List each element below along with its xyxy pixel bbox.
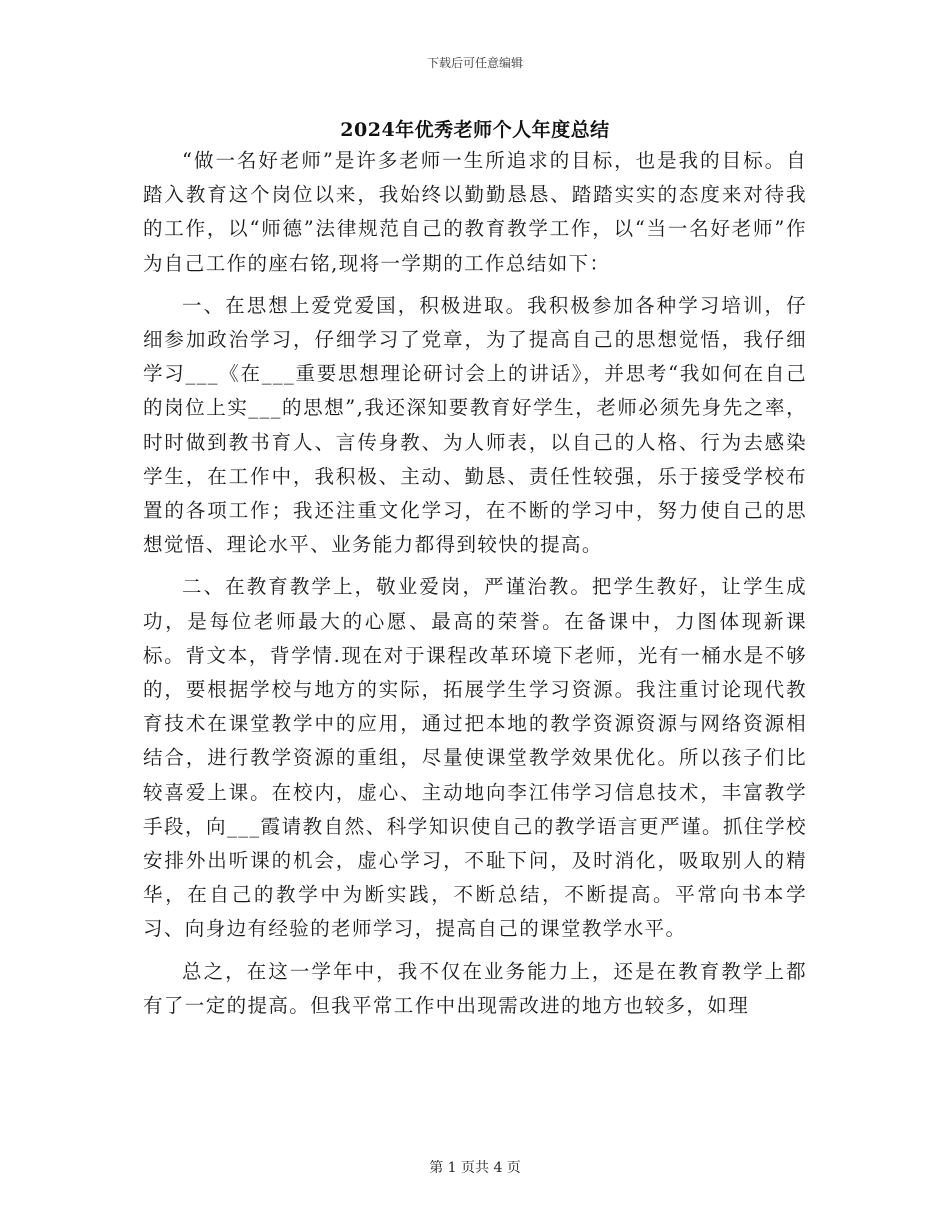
paragraph-section-1: 一、在思想上爱党爱国，积极进取。我积极参加各种学习培训，仔细参加政治学习，仔细学习了党章，为了提高自己的思想觉悟，我仔细学习___《在___重要思想理论研讨会上的讲话》，并思考“我如何在自己的岗位上实___的思想”,我还深知要教育好学生，老师必须先身先之率，时时做到教书育人、言传身教、为人师表，以自己的人格、行为去感染学生，在工作中，我积极、主动、勤恳、责任性较强，乐于接受学校布置的各项工作；我还注重文化学习，在不断的学习中，努力使自己的思想觉悟、理论水平、业务能力都得到较快的提高。: [143, 293, 807, 557]
document-body: [143, 144, 807, 1023]
document-title: 2024年优秀老师个人年度总结: [340, 119, 610, 141]
page-header-note: 下载后可任意编辑: [426, 56, 523, 70]
paragraph-summary: 总之，在这一学年中，我不仅在业务能力上，还是在教育教学上都有了一定的提高。但我平常工作中出现需改进的地方也较多，如理: [143, 959, 807, 1017]
paragraph-section-2: 二、在教育教学上，敬业爱岗，严谨治教。把学生教好，让学生成功，是每位老师最大的心愿、最高的荣誉。在备课中，力图体现新课标。背文本，背学情.现在对于课程改革环境下老师，光有一桶水是不够的，要根据学校与地方的实际，拓展学生学习资源。我注重讨论现代教育技术在课堂教学中的应用，通过把本地的教学资源资源与网络资源相结合，进行教学资源的重组，尽量使课堂教学效果优化。所以孩子们比较喜爱上课。在校内，虚心、主动地向李江伟学习信息技术，丰富教学手段，向___霞请教自然、科学知识使自己的教学语言更严谨。抓住学校安排外出听课的机会，虚心学习，不耻下问，及时消化，吸取别人的精华，在自己的教学中为断实践，不断总结，不断提高。平常向书本学习、向身边有经验的老师学习，提高自己的课堂教学水平。: [143, 575, 807, 941]
paragraph-intro: “做一名好老师”是许多老师一生所追求的目标，也是我的目标。自踏入教育这个岗位以来，我始终以勤勤恳恳、踏踏实实的态度来对待我的工作，以“师德”法律规范自己的教育教学工作，以“当一名好老师”作为自己工作的座右铭,现将一学期的工作总结如下：: [143, 149, 807, 275]
page-number-footer: 第 1 页共 4 页: [429, 1160, 521, 1176]
